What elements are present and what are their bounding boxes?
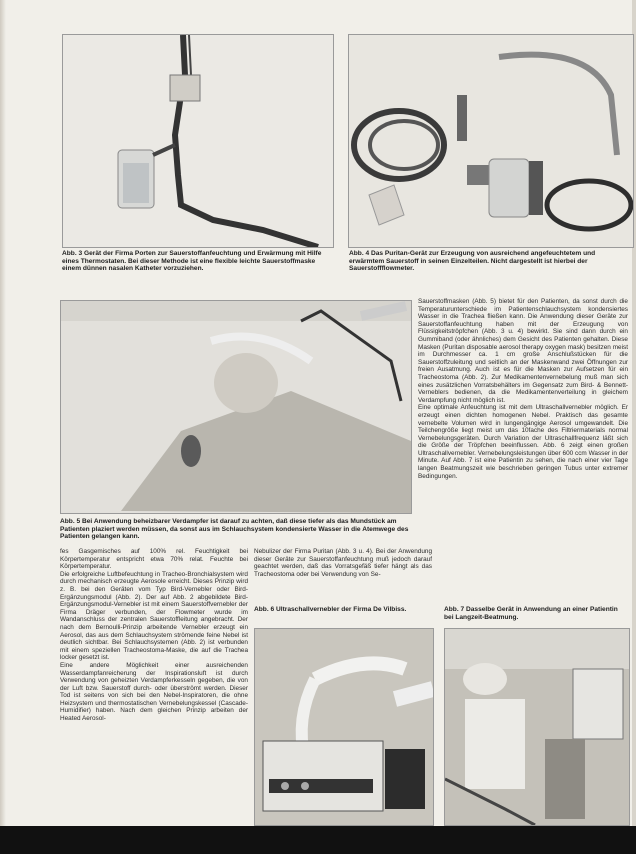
- body-text-left-column: [60, 548, 248, 824]
- figure-3-photo: [62, 34, 334, 248]
- figure-6-caption: Abb. 6 Ultraschallvernebler der Firma De Vilbiss.: [254, 606, 407, 613]
- middle-column-paragraph: Nebulizer der Firma Puritan (Abb. 3 u. 4). Bei der Anwendung dieser Geräte zur Sauerstoffanfeuchtung muß jedoch darauf geachtet werden, daß das Vorratsgefäß tiefer hängt als das Tracheostoma oder bei Verwendung von Se-: [254, 548, 432, 578]
- page-bottom-bar: [0, 826, 636, 854]
- left-column-paragraph: fes Gasgemisches auf 100% rel. Feuchtigkeit bei Körpertemperatur entspricht etwa 70% relat. Feuchte bei Körpertemperatur. Die erfolgreiche Luftbefeuchtung in Tracheo-Bronchialsystem wird durch mechanisch erzeugte Aerosole erreicht. Dieses Prinzip wird z. B. bei den Geräten vom Typ Bird-Vernebler oder Bird-Ergänzungsmodul (Abb. 2). Der auf Abb. 2 abgebildete Bird-Ergänzungsmodul-Vernebler ist mit einem Sauerstoffvernebler der Firma Dräger verbunden, der Flowmeter wurde im Wandanschluss der zentralen Sauerstoffleitung angebracht. Der nach dem Bernoulli-Prinzip arbeitende Vernebler erzeugt ein Aerosol, das aus dem Schlauchsystem strömende feine Nebel ist deutlich sichtbar. Bei Schlauchsystemen (Abb. 2) ist verbunden mit einem speziellen Tracheostoma-Maske, die auf die Trachea locker gesetzt ist. Eine andere Möglichkeit einer ausreichenden Wasserdampfanreicherung der Inspirationsluft ist durch Verwendung von geheizten Verdampferkesseln gegeben, die von der Luft bzw. Sauerstoff durch- oder überströmt werden. Dieser Tod ist seitens von sich bei den Nebel-Inspiratoren, die ohne Heizsystem und thermostatischen Vernebelungskessel (Cascade-Humidifier) haben. Nach dem gleichen Prinzip arbeiten der Heated Aerosol-: [60, 548, 248, 723]
- figure-4-photo: [348, 34, 634, 248]
- figure-7-caption: Abb. 7 Dasselbe Gerät in Anwendung an einer Patientin bei Langzeit-Beatmung.: [444, 606, 618, 621]
- body-text-right-column: [418, 298, 628, 588]
- figure-6-photo: [254, 628, 434, 826]
- figure-7-photo: [444, 628, 630, 826]
- body-text-middle-column: [254, 548, 432, 600]
- page-edge-shadow: [0, 0, 6, 826]
- figure-4-caption: Abb. 4 Das Puritan-Gerät zur Erzeugung von ausreichend angefeuchtetem und erwärmtem Sauerstoff in seinen Einzelteilen. Nicht dargestellt ist hierbei der Sauerstoffflowmeter.: [349, 250, 596, 273]
- figure-5-caption: Abb. 5 Bei Anwendung beheizbarer Verdampfer ist darauf zu achten, daß diese tiefer als das Mundstück am Patienten plaziert werden müssen, da sonst aus im Schlauchsystem kondensierte Wasser in die Atemwege des Patienten gelangen kann.: [60, 518, 409, 541]
- right-column-paragraph: Sauerstoffmasken (Abb. 5) bietet für den Patienten, da sonst durch die Temperaturunterschiede im Patientenschlauchsystem kondensiertes Wasser in die Trachea fließen kann. Die Anwendung dieser Geräte zur Sauerstoffanfeuchtung haben mit der Erzeugung von Flüssigkeitströpfchen (Abb. 3 u. 4) bewirkt. Sie sind dann durch ein Gummiband (oder ähnliches) dem Gesicht des Patienten gehalten. Diese Masken (Puritan disposable aerosol therapy oxygen mask) besitzen meist im Durchmesser ca. 1 cm große Anschlußstücken für die Sauerstoffzuleitung und seitlich an der Maskenwand zwei Öffnungen zur freien Ausatmung. Auch ist es für die Masken zur Aufsetzen für ein Tracheostoma (Abb. 2). Zur Medikamentenvernebelung muß man sich eines zusätzlichen Vorratsbehälters im Gegensatz zum Bird- & Bennett-Verneblers bedienen, da die Medikamentenverteilung in gleichem Verdampfung nicht möglich ist. Eine optimale Anfeuchtung ist mit dem Ultraschallvernebler möglich. Er erzeugt einen dichten homogenen Nebel. Praktisch das gesamte vernebelte Volumen wird in lungengängige Aerosol umgewandelt. Die Teilchengröße liegt meist um das 10fache des Filtriermaterials normal Vernebelungsgeräten. Durch Variation der Ultraschallfrequenz läßt sich die Größe der Tröpfchen beeinflussen. Abb. 6 zeigt einen großen Ultraschallvernebler. Vernebelungsleistungen über 600 ccm Wasser in der Minute. Auf Abb. 7 ist eine Patientin zu sehen, die nach einer vier Tage langen Beatmungszeit wie beschrieben geringen Tubus unter extremer Bedingungen.: [418, 298, 628, 480]
- figure-5-photo: [60, 300, 412, 514]
- figure-3-caption: Abb. 3 Gerät der Firma Porten zur Sauerstoffanfeuchtung und Erwärmung mit Hilfe eines Thermostaten. Bei dieser Methode ist eine flexible leichte Sauerstoffmaske einem dünnen nasalen Katheter vorzuziehen.: [62, 250, 322, 273]
